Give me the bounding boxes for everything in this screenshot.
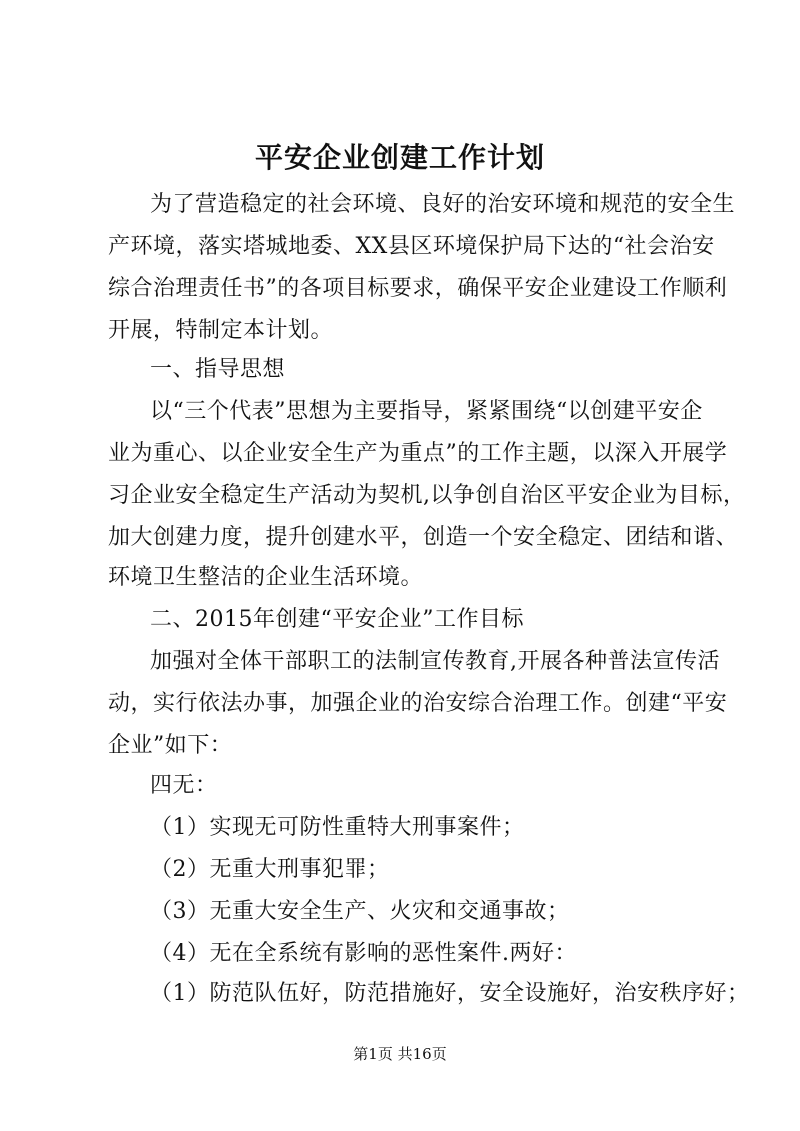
- paragraph-line: 业为重心、以企业安全生产为重点”的工作主题，以深入开展学: [108, 441, 728, 466]
- list-item: （2）无重大刑事犯罪；: [150, 857, 390, 882]
- paragraph-line: 以“三个代表”思想为主要指导，紧紧围绕“以创建平安企: [150, 399, 703, 424]
- paragraph-line: 习企业安全稳定生产活动为契机,以争创自治区平安企业为目标，: [108, 483, 746, 508]
- paragraph-line: 加大创建力度，提升创建水平，创造一个安全稳定、团结和谐、: [108, 525, 739, 550]
- paragraph-line: 加强对全体干部职工的法制宣传教育,开展各种普法宣传活: [150, 649, 720, 674]
- list-item: （1）防范队伍好，防范措施好，安全设施好，治安秩序好；: [150, 981, 750, 1006]
- paragraph-line: 四无：: [150, 773, 218, 798]
- paragraph-line: 产环境，落实塔城地委、XX县区环境保护局下达的“社会治安: [108, 234, 715, 259]
- paragraph-line: 动，实行依法办事，加强企业的治安综合治理工作。创建“平安: [108, 691, 728, 716]
- paragraph-line: 开展，特制定本计划。: [108, 318, 334, 343]
- document-title: 平安企业创建工作计划: [254, 141, 545, 174]
- section-heading: 二、2015年创建“平安企业”工作目标: [150, 607, 524, 632]
- list-item: （1）实现无可防性重特大刑事案件；: [150, 815, 525, 840]
- paragraph-line: 为了营造稳定的社会环境、良好的治安环境和规范的安全生: [150, 192, 736, 217]
- paragraph-line: 综合治理责任书”的各项目标要求，确保平安企业建设工作顺利: [108, 276, 728, 301]
- paragraph-line: 企业”如下：: [108, 733, 233, 758]
- list-item: （3）无重大安全生产、火灾和交通事故；: [150, 899, 570, 924]
- paragraph-line: 环境卫生整洁的企业生活环境。: [108, 565, 424, 590]
- page-footer: 第1页 共16页: [353, 1045, 447, 1063]
- list-item: （4）无在全系统有影响的恶性案件.两好：: [150, 941, 577, 966]
- section-heading: 一、指导思想: [150, 357, 286, 382]
